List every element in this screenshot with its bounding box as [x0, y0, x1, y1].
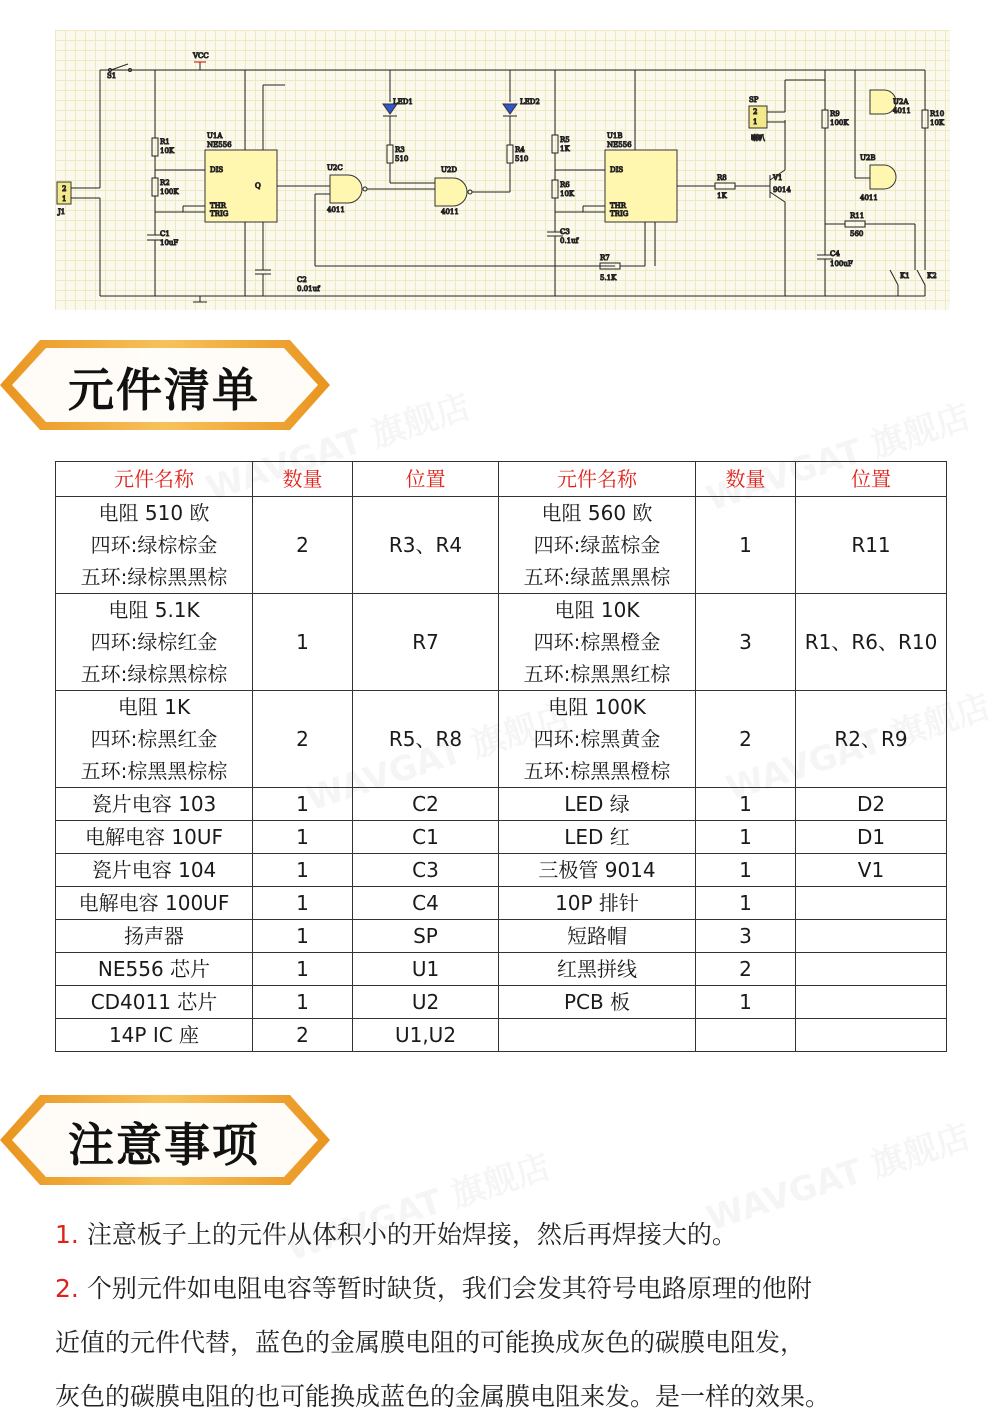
label-sp-name: 喇叭 — [751, 134, 765, 142]
part-quantity: 1 — [253, 594, 353, 691]
label-r8: R8 — [717, 174, 727, 182]
label-r6: R6 — [560, 181, 570, 189]
note-number: 2. — [55, 1274, 79, 1303]
pin-thr: THR — [610, 202, 627, 210]
part-name: CD4011 芯片 — [90, 990, 218, 1014]
label-c1: C1 — [160, 230, 170, 238]
label-k2: K2 — [927, 272, 937, 280]
label-r1-value: 10K — [160, 147, 175, 155]
part-quantity: 1 — [253, 854, 353, 887]
part-position: C1 — [353, 821, 499, 854]
part-position — [796, 986, 947, 1019]
label-c4: C4 — [830, 250, 840, 258]
note-line — [55, 1208, 975, 1262]
part-quantity: 1 — [696, 986, 796, 1019]
part-quantity: 1 — [696, 497, 796, 594]
part-name-cell — [499, 986, 696, 1019]
part-position: SP — [353, 920, 499, 953]
table-header-row — [56, 462, 947, 497]
label-s1: S1 — [107, 72, 117, 80]
label-r4: R4 — [515, 146, 525, 154]
part-position: R2、R9 — [796, 691, 947, 788]
column-header: 元件名称 — [499, 462, 696, 497]
parts-list-table — [55, 461, 947, 1052]
part-name-cell — [56, 887, 253, 920]
label-r7: R7 — [600, 254, 610, 262]
table-row — [56, 594, 947, 691]
part-quantity: 2 — [253, 497, 353, 594]
label-v1: V1 — [773, 174, 783, 182]
pin-q: Q — [255, 182, 261, 190]
part-name-cell — [499, 920, 696, 953]
notes-list — [55, 1208, 975, 1424]
part-position: R1、R6、R10 — [796, 594, 947, 691]
label-c2: C2 — [297, 276, 307, 284]
table-row — [56, 887, 947, 920]
label-c4-value: 100uF — [830, 260, 853, 268]
part-position: U1 — [353, 953, 499, 986]
part-quantity: 2 — [253, 1019, 353, 1052]
part-name: 瓷片电容 103 — [91, 792, 217, 816]
part-name-cell — [56, 854, 253, 887]
part-name-cell — [56, 1019, 253, 1052]
part-position: U1,U2 — [353, 1019, 499, 1052]
part-name-cell — [499, 497, 696, 594]
part-name: 扬声器 — [124, 924, 184, 948]
part-name: NE556 芯片 — [97, 957, 211, 981]
label-c2-value: 0.01uf — [297, 285, 320, 293]
part-position: C3 — [353, 854, 499, 887]
label-r3: R3 — [395, 146, 405, 154]
label-r9-value: 100K — [830, 119, 849, 127]
part-name: 短路帽 — [567, 924, 627, 948]
part-name-cell — [56, 691, 253, 788]
part-quantity: 1 — [253, 821, 353, 854]
part-quantity: 2 — [696, 691, 796, 788]
part-quantity: 1 — [253, 953, 353, 986]
label-r2: R2 — [160, 179, 170, 187]
table-row — [56, 788, 947, 821]
part-name: LED 绿 — [564, 792, 630, 816]
part-quantity: 1 — [696, 788, 796, 821]
part-name-cell — [56, 497, 253, 594]
part-quantity: 1 — [253, 788, 353, 821]
label-u2b-part: 4011 — [860, 194, 878, 202]
label-u1b-part: NE556 — [607, 141, 632, 149]
part-position: U2 — [353, 986, 499, 1019]
table-row — [56, 953, 947, 986]
label-r8-value: 1K — [717, 192, 727, 200]
part-name: 14P IC 座 — [108, 1023, 200, 1047]
part-name-cell — [499, 691, 696, 788]
table-row — [56, 920, 947, 953]
note-line — [55, 1316, 975, 1370]
note-line — [55, 1370, 975, 1424]
part-position: R7 — [353, 594, 499, 691]
label-sp: SP — [749, 96, 759, 104]
part-name: 电阻 10K — [554, 598, 640, 622]
part-name-cell — [499, 953, 696, 986]
label-j1-pin: 2 — [62, 185, 67, 193]
circuit-schematic — [55, 30, 950, 310]
part-name: 四环:绿蓝棕金 — [533, 533, 661, 557]
label-u2c: U2C — [327, 164, 343, 172]
part-name-cell — [499, 854, 696, 887]
label-u1a-part: NE556 — [207, 141, 232, 149]
part-name: 电阻 5.1K — [108, 598, 200, 622]
label-r6-value: 10K — [560, 190, 575, 198]
part-position: R5、R8 — [353, 691, 499, 788]
part-position — [796, 887, 947, 920]
part-name: 电解电容 10UF — [85, 825, 223, 849]
part-name-cell — [499, 788, 696, 821]
part-quantity: 2 — [253, 691, 353, 788]
label-u1a: U1A — [207, 132, 223, 140]
part-quantity: 3 — [696, 594, 796, 691]
pin-dis: DIS — [610, 166, 624, 174]
label-u2a-part: 4011 — [893, 107, 911, 115]
part-name: 电阻 100K — [548, 695, 646, 719]
part-name: 电阻 510 欧 — [98, 501, 210, 525]
part-name: 四环:绿棕红金 — [90, 630, 218, 654]
part-position — [796, 1019, 947, 1052]
label-u2d: U2D — [441, 166, 457, 174]
part-quantity: 1 — [696, 887, 796, 920]
pin-trig: TRIG — [210, 210, 229, 218]
part-name: 五环:棕黑黑红棕 — [523, 662, 671, 686]
column-header: 数量 — [696, 462, 796, 497]
label-r3-value: 510 — [395, 155, 409, 163]
part-position: D1 — [796, 821, 947, 854]
part-name-cell — [56, 821, 253, 854]
part-quantity — [696, 1019, 796, 1052]
part-name-cell — [56, 788, 253, 821]
label-u2a: U2A — [893, 98, 909, 106]
part-name-cell — [499, 1019, 696, 1052]
part-quantity: 3 — [696, 920, 796, 953]
note-text: 灰色的碳膜电阻的也可能换成蓝色的金属膜电阻来发。是一样的效果。 — [55, 1382, 831, 1411]
column-header: 位置 — [353, 462, 499, 497]
part-name: 四环:棕黑红金 — [90, 727, 218, 751]
part-name: 五环:绿棕黑黑棕 — [80, 565, 228, 589]
pin-thr: THR — [210, 202, 227, 210]
label-j1-pin: 1 — [62, 195, 67, 203]
note-line — [55, 1262, 975, 1316]
label-c3: C3 — [560, 228, 570, 236]
table-row — [56, 986, 947, 1019]
part-position: C2 — [353, 788, 499, 821]
label-u2c-part: 4011 — [327, 206, 345, 214]
table-row — [56, 1019, 947, 1052]
part-name-cell — [56, 986, 253, 1019]
part-name: 五环:棕黑黑橙棕 — [523, 759, 671, 783]
part-position: V1 — [796, 854, 947, 887]
part-name: 五环:绿蓝黑黑棕 — [523, 565, 671, 589]
section-banner-parts — [0, 340, 330, 430]
part-name: 10P 排针 — [555, 891, 639, 915]
label-c3-value: 0.1uf — [560, 237, 579, 245]
part-name: 电阻 1K — [117, 695, 191, 719]
part-quantity: 1 — [696, 854, 796, 887]
part-quantity: 1 — [253, 887, 353, 920]
part-position — [796, 920, 947, 953]
table-row — [56, 691, 947, 788]
part-name: 电解电容 100UF — [78, 891, 230, 915]
part-name-cell — [499, 594, 696, 691]
part-name: 四环:绿棕棕金 — [90, 533, 218, 557]
label-u2b: U2B — [860, 154, 876, 162]
part-position — [796, 953, 947, 986]
note-text: 个别元件如电阻电容等暂时缺货，我们会发其符号电路原理的他附 — [86, 1274, 812, 1303]
section-title: 元件清单 — [68, 363, 260, 417]
column-header: 位置 — [796, 462, 947, 497]
part-position: D2 — [796, 788, 947, 821]
label-u2d-part: 4011 — [441, 208, 459, 216]
part-name: 五环:棕黑黑棕棕 — [80, 759, 228, 783]
note-number: 1. — [55, 1220, 79, 1249]
part-name-cell — [56, 594, 253, 691]
table-row — [56, 854, 947, 887]
pin-dis: DIS — [210, 166, 224, 174]
part-name: 电阻 560 欧 — [541, 501, 653, 525]
label-u1b: U1B — [607, 132, 623, 140]
note-text: 注意板子上的元件从体积小的开始焊接，然后再焊接大的。 — [86, 1220, 737, 1249]
part-name: 三极管 9014 — [538, 858, 656, 882]
label-sp-pin: 1 — [753, 118, 758, 126]
label-r2-value: 100K — [160, 188, 179, 196]
part-name: 四环:棕黑橙金 — [533, 630, 661, 654]
pin-trig: TRIG — [610, 210, 629, 218]
column-header: 数量 — [253, 462, 353, 497]
label-r5-value: 1K — [560, 145, 570, 153]
part-position: R11 — [796, 497, 947, 594]
label-r10: R10 — [930, 110, 945, 118]
part-name: 瓷片电容 104 — [91, 858, 217, 882]
part-quantity: 1 — [696, 821, 796, 854]
label-v1-part: 9014 — [773, 186, 791, 194]
label-led1: LED1 — [393, 98, 413, 106]
label-r1: R1 — [160, 138, 170, 146]
part-name-cell — [499, 887, 696, 920]
table-row — [56, 497, 947, 594]
label-vcc: VCC — [193, 52, 209, 60]
label-r10-value: 10K — [930, 119, 945, 127]
label-k1: K1 — [900, 272, 910, 280]
table-row — [56, 821, 947, 854]
part-name-cell — [56, 920, 253, 953]
part-position: C4 — [353, 887, 499, 920]
part-name: LED 红 — [564, 825, 630, 849]
label-r11: R11 — [850, 212, 865, 220]
label-r4-value: 510 — [515, 155, 529, 163]
label-c1-value: 10uF — [160, 239, 179, 247]
label-j1: J1 — [58, 208, 66, 216]
note-text: 近值的元件代替，蓝色的金属膜电阻的可能换成灰色的碳膜电阻发， — [55, 1328, 806, 1357]
label-r9: R9 — [830, 110, 840, 118]
part-name: 四环:棕黑黄金 — [533, 727, 661, 751]
section-title: 注意事项 — [68, 1118, 260, 1172]
part-quantity: 1 — [253, 986, 353, 1019]
section-banner-notes — [0, 1095, 330, 1185]
label-r5: R5 — [560, 136, 570, 144]
label-led2: LED2 — [520, 98, 540, 106]
label-r11-value: 560 — [850, 230, 864, 238]
part-name: PCB 板 — [563, 990, 631, 1014]
part-name: 五环:绿棕黑棕棕 — [80, 662, 228, 686]
label-sp-pin: 2 — [753, 108, 758, 116]
part-position: R3、R4 — [353, 497, 499, 594]
part-name-cell — [499, 821, 696, 854]
part-quantity: 2 — [696, 953, 796, 986]
part-quantity: 1 — [253, 920, 353, 953]
column-header: 元件名称 — [56, 462, 253, 497]
part-name: 红黑拼线 — [557, 957, 637, 981]
part-name-cell — [56, 953, 253, 986]
label-r7-value: 5.1K — [600, 274, 617, 282]
